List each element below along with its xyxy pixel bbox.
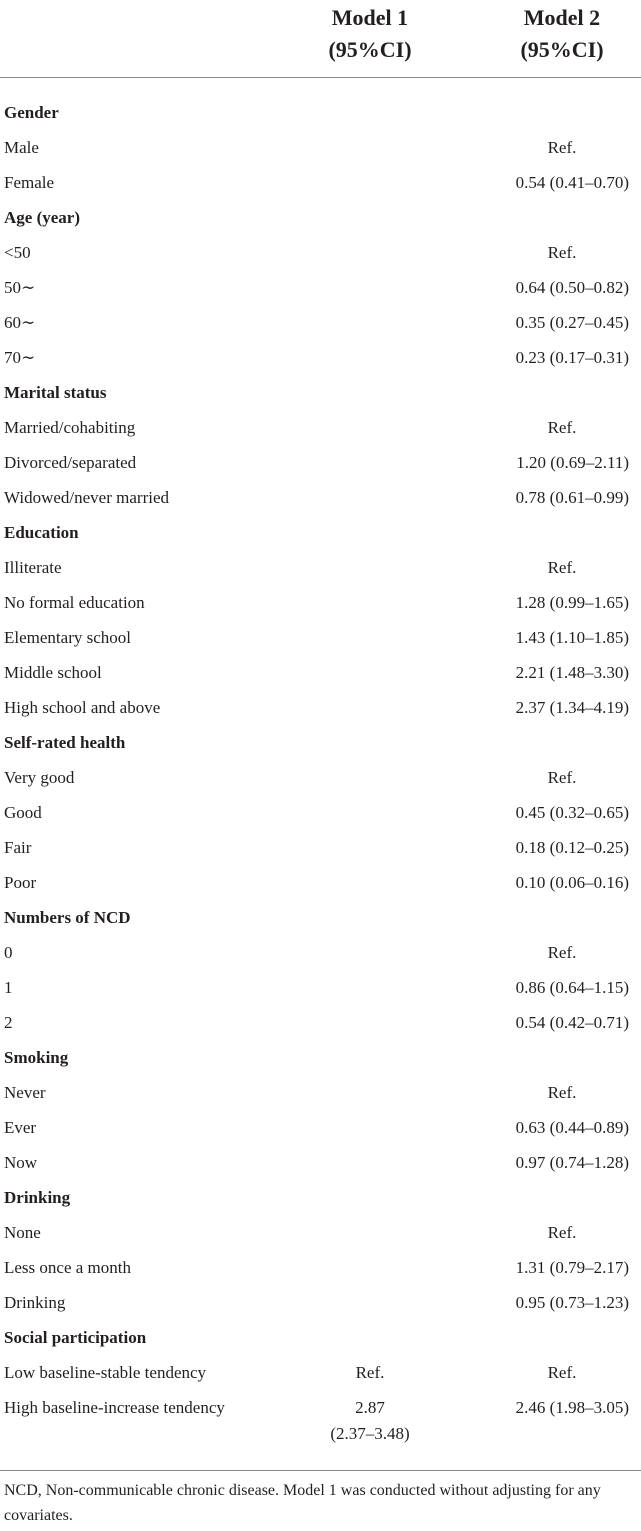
- row-label: Low baseline-stable tendency: [4, 1363, 207, 1382]
- table-footnote: NCD, Non-communicable chronic disease. Model 1 was conducted without adjusting for any covariates.: [4, 1482, 601, 1524]
- row-label: High school and above: [4, 698, 161, 717]
- table-row: [0, 410, 641, 445]
- table-row: [0, 795, 641, 830]
- footer-divider: [0, 1470, 641, 1471]
- row-label: Fair: [4, 838, 32, 857]
- model-2-value: 0.35 (0.27–0.45): [515, 313, 629, 332]
- table-row: [0, 1355, 641, 1390]
- table-row: [0, 445, 641, 480]
- model-2-value: Ref.: [547, 418, 577, 437]
- model-1-value: 2.87: [355, 1398, 385, 1417]
- model-2-value: 0.10 (0.06–0.16): [515, 873, 629, 892]
- model-2-value: 0.45 (0.32–0.65): [515, 803, 629, 822]
- row-label: Married/cohabiting: [4, 418, 136, 437]
- model-2-value: 0.64 (0.50–0.82): [515, 278, 629, 297]
- table-row: [0, 655, 641, 690]
- table-row: [0, 1390, 641, 1443]
- table-row: [0, 690, 641, 725]
- row-label: Never: [4, 1083, 46, 1102]
- model-2-value: 1.43 (1.10–1.85): [515, 628, 629, 647]
- model-1-cell: [300, 1390, 440, 1445]
- table-row: [0, 340, 641, 375]
- model-2-value: Ref.: [547, 138, 577, 157]
- row-label: 0: [4, 943, 13, 962]
- table-row: [0, 620, 641, 655]
- section-header-row: [0, 1180, 641, 1215]
- section-label: Drinking: [4, 1188, 71, 1207]
- table-row: [0, 130, 641, 165]
- model-2-value: 2.37 (1.34–4.19): [515, 698, 629, 717]
- table-row: [0, 305, 641, 340]
- model-2-value: 0.97 (0.74–1.28): [515, 1153, 629, 1172]
- row-label: Illiterate: [4, 558, 62, 577]
- table-row: [0, 1005, 641, 1040]
- column-header-model-2-title: Model 2: [523, 5, 601, 30]
- section-label: Numbers of NCD: [4, 908, 131, 927]
- model-1-value: Ref.: [355, 1363, 385, 1382]
- table-row: [0, 585, 641, 620]
- model-2-value: 1.31 (0.79–2.17): [515, 1258, 629, 1277]
- table-body: [0, 95, 641, 1443]
- table-row: [0, 235, 641, 270]
- model-2-value: Ref.: [547, 1223, 577, 1242]
- row-label: Drinking: [4, 1293, 66, 1312]
- section-label: Self-rated health: [4, 733, 126, 752]
- model-1-cell: [300, 1355, 440, 1390]
- column-header-model-2-ci: (95%CI): [520, 37, 604, 62]
- section-header-row: [0, 1320, 641, 1355]
- model-2-value: 0.18 (0.12–0.25): [515, 838, 629, 857]
- section-header-row: [0, 95, 641, 130]
- row-label: 50∼: [4, 278, 36, 297]
- row-label: Now: [4, 1153, 38, 1172]
- section-header-row: [0, 1040, 641, 1075]
- table-row: [0, 1215, 641, 1250]
- row-label: Female: [4, 173, 55, 192]
- model-2-value: Ref.: [547, 558, 577, 577]
- header-divider: [0, 77, 641, 78]
- row-label: Elementary school: [4, 628, 131, 647]
- table-row: [0, 1285, 641, 1320]
- model-2-value: Ref.: [547, 1083, 577, 1102]
- model-1-ci: (2.37–3.48): [330, 1424, 410, 1443]
- row-label: Very good: [4, 768, 75, 787]
- section-header-row: [0, 900, 641, 935]
- column-header-model-1-ci: (95%CI): [328, 37, 412, 62]
- row-label: 70∼: [4, 348, 36, 367]
- model-2-value: 1.20 (0.69–2.11): [516, 453, 629, 472]
- model-2-value: 2.46 (1.98–3.05): [515, 1398, 629, 1417]
- model-2-value: 0.54 (0.41–0.70): [515, 173, 629, 192]
- table-row: [0, 865, 641, 900]
- model-2-value: 0.95 (0.73–1.23): [515, 1293, 629, 1312]
- section-header-row: [0, 375, 641, 410]
- row-label: 1: [4, 978, 13, 997]
- row-label: Widowed/never married: [4, 488, 169, 507]
- table-row: [0, 830, 641, 865]
- row-label: Middle school: [4, 663, 102, 682]
- model-2-value: Ref.: [547, 243, 577, 262]
- model-2-value: Ref.: [547, 1363, 577, 1382]
- section-label: Gender: [4, 103, 59, 122]
- section-label: Education: [4, 523, 79, 542]
- model-2-value: 0.86 (0.64–1.15): [515, 978, 629, 997]
- table-row: [0, 480, 641, 515]
- model-2-value: 0.63 (0.44–0.89): [515, 1118, 629, 1137]
- model-2-value: 0.23 (0.17–0.31): [515, 348, 629, 367]
- model-2-value: 1.28 (0.99–1.65): [515, 593, 629, 612]
- column-header-model-2: [492, 2, 632, 66]
- table-row: [0, 550, 641, 585]
- table-row: [0, 270, 641, 305]
- column-header-model-1-title: Model 1: [331, 5, 409, 30]
- section-header-row: [0, 515, 641, 550]
- section-label: Social participation: [4, 1328, 147, 1347]
- row-label: 60∼: [4, 313, 36, 332]
- model-2-value: 2.21 (1.48–3.30): [515, 663, 629, 682]
- table-row: [0, 165, 641, 200]
- row-label: No formal education: [4, 593, 145, 612]
- model-2-value: Ref.: [547, 768, 577, 787]
- model-2-value: Ref.: [547, 943, 577, 962]
- row-label: 2: [4, 1013, 13, 1032]
- section-label: Smoking: [4, 1048, 69, 1067]
- row-label: Good: [4, 803, 42, 822]
- table-row: [0, 1075, 641, 1110]
- row-label: <50: [4, 243, 31, 262]
- table-row: [0, 935, 641, 970]
- row-label: Ever: [4, 1118, 37, 1137]
- table-row: [0, 1250, 641, 1285]
- model-2-value: 0.78 (0.61–0.99): [515, 488, 629, 507]
- section-header-row: [0, 725, 641, 760]
- table-row: [0, 1145, 641, 1180]
- model-2-value: 0.54 (0.42–0.71): [515, 1013, 629, 1032]
- row-label: None: [4, 1223, 41, 1242]
- row-label: High baseline-increase tendency: [4, 1398, 225, 1417]
- row-label: Divorced/separated: [4, 453, 137, 472]
- column-header-model-1: [300, 2, 440, 66]
- row-label: Poor: [4, 873, 37, 892]
- section-label: Age (year): [4, 208, 80, 227]
- row-label: Less once a month: [4, 1258, 131, 1277]
- row-label: Male: [4, 138, 39, 157]
- table-row: [0, 970, 641, 1005]
- section-label: Marital status: [4, 383, 107, 402]
- section-header-row: [0, 200, 641, 235]
- table-row: [0, 1110, 641, 1145]
- table-row: [0, 760, 641, 795]
